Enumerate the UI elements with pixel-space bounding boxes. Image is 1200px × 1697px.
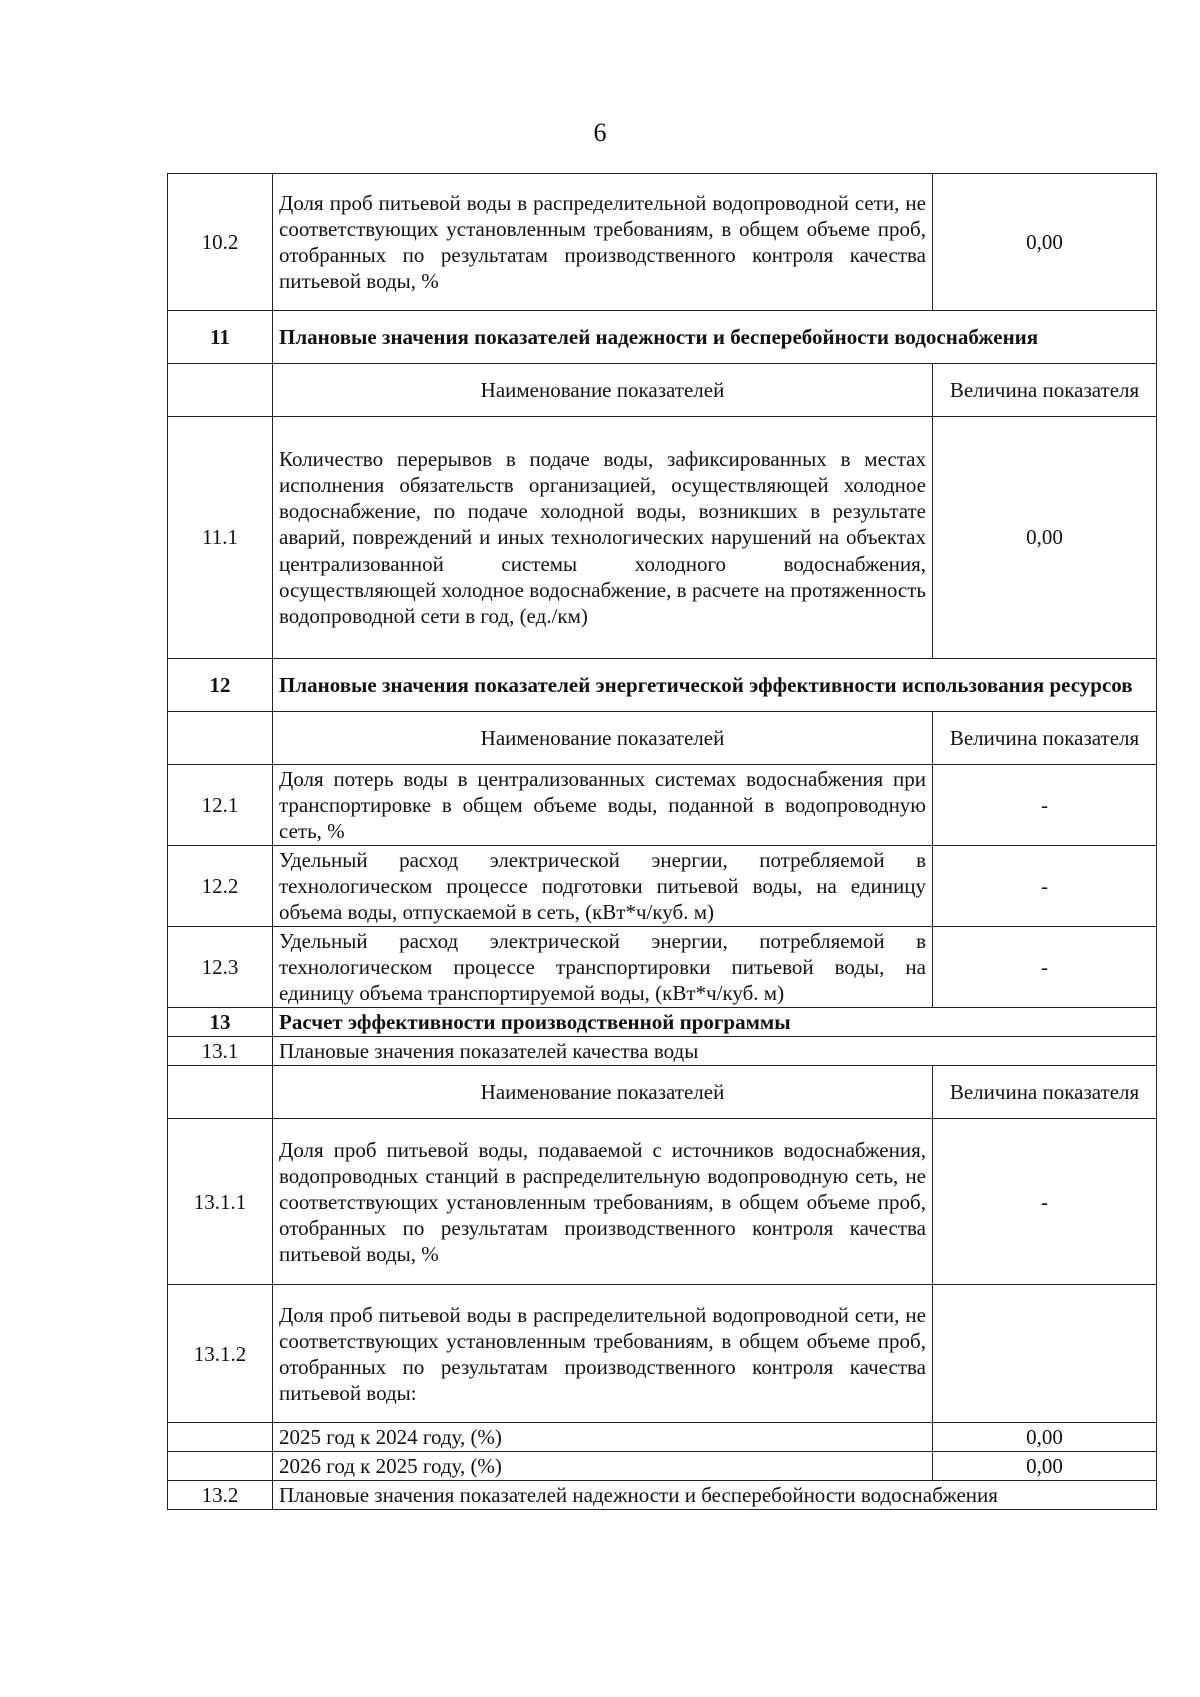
section-row [168,659,1157,712]
empty-cell [168,1066,273,1119]
indicator-value: - [933,927,1157,1008]
row-number [168,1452,273,1481]
section-row [168,1008,1157,1037]
indicator-description: Доля проб питьевой воды, подаваемой с источников водоснабжения, водопроводных станций в распределительную водопроводную сеть, не соответствующих установленным требованиям, в общем объеме проб, отобранных по результатам производственного контроля качества питьевой воды, % [273,1119,933,1285]
row-number: 13.1.1 [168,1119,273,1285]
row-number: 10.2 [168,174,273,311]
subsection-row [168,1037,1157,1066]
table-row [168,174,1157,311]
row-number: 12.3 [168,927,273,1008]
indicator-description: 2026 год к 2025 году, (%) [273,1452,933,1481]
column-header-row [168,712,1157,765]
section-number: 11 [168,311,273,364]
indicator-value: 0,00 [933,174,1157,311]
table-row [168,1119,1157,1285]
subsection-number: 13.2 [168,1481,273,1510]
section-title: Плановые значения показателей надежности и бесперебойности водоснабжения [273,311,1157,364]
section-row [168,311,1157,364]
subsection-title: Плановые значения показателей надежности и бесперебойности водоснабжения [273,1481,1157,1510]
table-row [168,417,1157,659]
indicator-description: Доля потерь воды в централизованных системах водоснабжения при транспортировке в общем объеме воды, поданной в водопроводную сеть, % [273,765,933,846]
column-header-name: Наименование показателей [273,712,933,765]
indicator-description: Количество перерывов в подаче воды, зафиксированных в местах исполнения обязательств организацией, осуществляющей холодное водоснабжение, по подаче холодной воды, возникших в результате аварий, повреждений и иных технологических нарушений на объектах централизованной системы холодного водоснабжения, осуществляющей холодное водоснабжение, в расчете на протяженность водопроводной сети в год, (ед./км) [273,417,933,659]
column-header-name: Наименование показателей [273,364,933,417]
indicator-description: 2025 год к 2024 году, (%) [273,1423,933,1452]
row-number: 13.1.2 [168,1285,273,1423]
section-number: 13 [168,1008,273,1037]
empty-cell [168,712,273,765]
page-number: 6 [593,118,607,147]
indicator-value [933,1285,1157,1423]
column-header-name: Наименование показателей [273,1066,933,1119]
table-row [168,846,1157,927]
indicator-description: Доля проб питьевой воды в распределительной водопроводной сети, не соответствующих установленным требованиям, в общем объеме проб, отобранных по результатам производственного контроля качества питьевой воды, % [273,174,933,311]
column-header-row [168,364,1157,417]
indicator-value: 0,00 [933,417,1157,659]
indicator-value: 0,00 [933,1452,1157,1481]
table-row [168,1423,1157,1452]
indicator-value: - [933,765,1157,846]
indicator-value: 0,00 [933,1423,1157,1452]
table-row [168,1285,1157,1423]
row-number: 11.1 [168,417,273,659]
table-row [168,765,1157,846]
indicators-table [167,173,1157,1510]
empty-cell [168,364,273,417]
indicator-description: Удельный расход электрической энергии, потребляемой в технологическом процессе подготовки питьевой воды, на единицу объема воды, отпускаемой в сеть, (кВт*ч/куб. м) [273,846,933,927]
subsection-number: 13.1 [168,1037,273,1066]
section-title: Плановые значения показателей энергетической эффективности использования ресурсов [273,659,1157,712]
section-number: 12 [168,659,273,712]
column-header-value: Величина показателя [933,1066,1157,1119]
table-row [168,927,1157,1008]
column-header-value: Величина показателя [933,364,1157,417]
indicator-description: Доля проб питьевой воды в распределительной водопроводной сети, не соответствующих установленным требованиям, в общем объеме проб, отобранных по результатам производственного контроля качества питьевой воды: [273,1285,933,1423]
indicator-description: Удельный расход электрической энергии, потребляемой в технологическом процессе транспортировки питьевой воды, на единицу объема транспортируемой воды, (кВт*ч/куб. м) [273,927,933,1008]
row-number: 12.2 [168,846,273,927]
section-title: Расчет эффективности производственной программы [273,1008,1157,1037]
column-header-value: Величина показателя [933,712,1157,765]
subsection-title: Плановые значения показателей качества воды [273,1037,1157,1066]
subsection-row [168,1481,1157,1510]
table-row [168,1452,1157,1481]
column-header-row [168,1066,1157,1119]
indicator-value: - [933,846,1157,927]
row-number [168,1423,273,1452]
indicator-value: - [933,1119,1157,1285]
row-number: 12.1 [168,765,273,846]
